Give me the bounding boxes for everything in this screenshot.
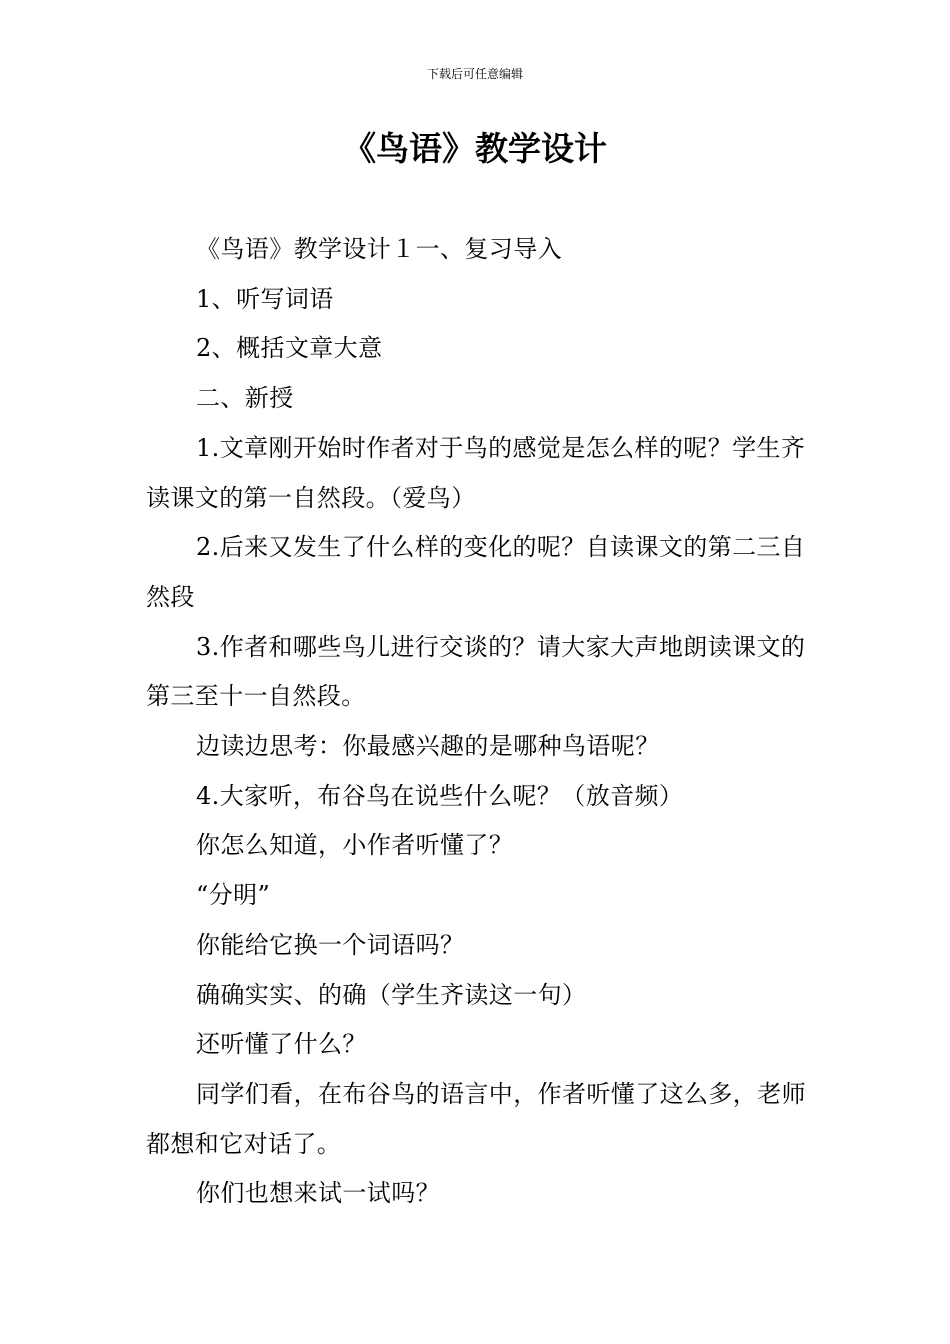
paragraph-14: 还听懂了什么？ <box>196 1030 367 1059</box>
paragraph-1: 《鸟语》教学设计１一、复习导入 <box>196 235 562 263</box>
paragraph-10: 你怎么知道，小作者听懂了？ <box>196 831 514 860</box>
paragraph-16: 你们也想来试一试吗？ <box>196 1179 440 1208</box>
header-note: 下载后可任意编辑 <box>426 67 523 81</box>
paragraph-4: 二、新授 <box>196 384 294 413</box>
paragraph-13: 确确实实、的确（学生齐读这一句） <box>196 980 587 1009</box>
paragraph-12: 你能给它换一个词语吗？ <box>196 930 465 959</box>
paragraph-8: 边读边思考：你最感兴趣的是哪种鸟语呢？ <box>196 732 660 761</box>
paragraph-9: 4.大家听，布谷鸟在说些什么呢？（放音频） <box>196 781 684 810</box>
paragraph-11: “分明” <box>196 881 271 910</box>
paragraph-3: 2、概括文章大意 <box>196 334 383 363</box>
document-body <box>146 225 810 1219</box>
document-title: 《鸟语》教学设计 <box>343 129 607 168</box>
paragraph-7: 3.作者和哪些鸟儿进行交谈的？请大家大声地朗读课文的第三至十一自然段。 <box>146 632 806 711</box>
paragraph-15: 同学们看，在布谷鸟的语言中，作者听懂了这么多，老师都想和它对话了。 <box>146 1079 806 1158</box>
paragraph-5: 1.文章刚开始时作者对于鸟的感觉是怎么样的呢？学生齐读课文的第一自然段。（爱鸟） <box>146 433 806 512</box>
paragraph-6: 2.后来又发生了什么样的变化的呢？自读课文的第二三自然段 <box>146 533 806 611</box>
paragraph-2: 1、听写词语 <box>196 284 334 313</box>
